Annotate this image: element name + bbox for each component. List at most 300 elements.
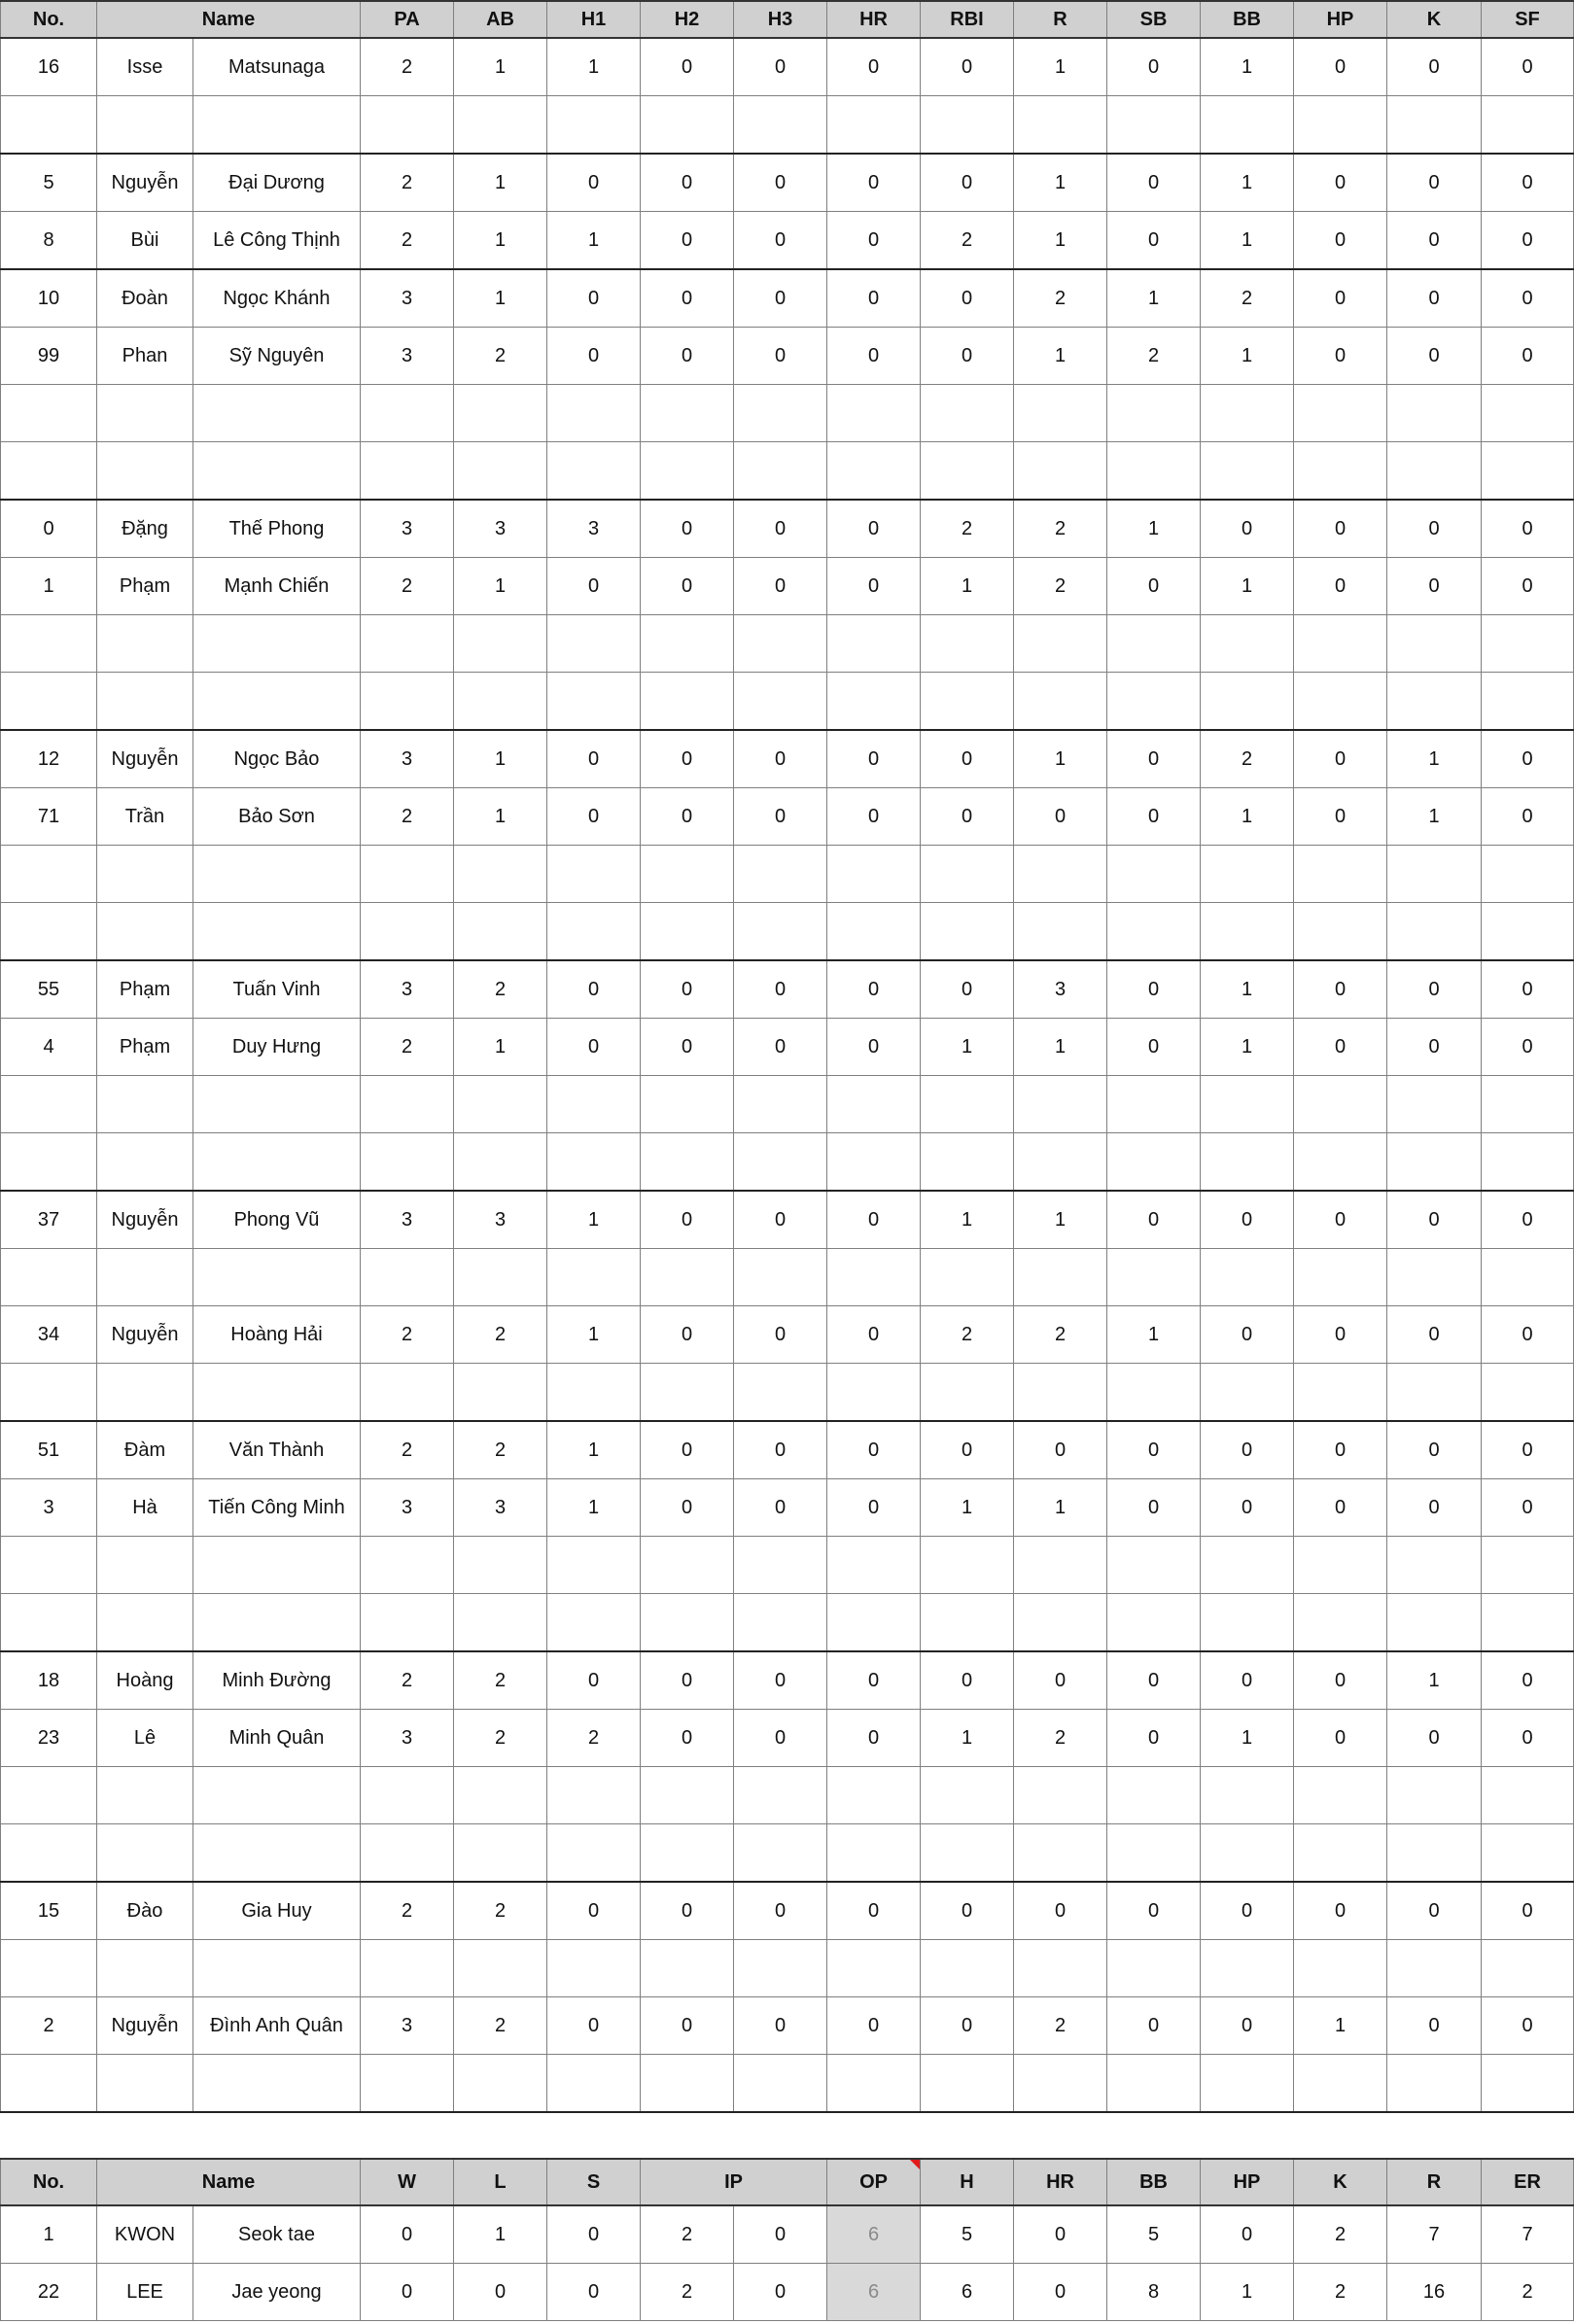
col-header-k[interactable]: K [1387, 1, 1482, 38]
cell-sf[interactable]: 0 [1482, 212, 1574, 270]
cell-h3[interactable]: 0 [734, 500, 827, 558]
cell-rbi[interactable] [921, 1824, 1014, 1883]
cell-sb[interactable] [1107, 846, 1201, 903]
cell-k[interactable]: 0 [1387, 1710, 1482, 1767]
cell-ab[interactable]: 1 [454, 269, 547, 328]
cell-first-name[interactable] [193, 2055, 361, 2113]
cell-hp[interactable] [1294, 1249, 1387, 1306]
cell-number[interactable]: 99 [1, 328, 97, 385]
cell-number[interactable] [1, 2055, 97, 2113]
cell-sb[interactable] [1107, 1594, 1201, 1652]
cell-h2[interactable] [641, 442, 734, 501]
cell-h2[interactable]: 0 [641, 558, 734, 615]
cell-rbi[interactable] [921, 673, 1014, 731]
cell-h2[interactable]: 0 [641, 1651, 734, 1710]
cell-sb[interactable] [1107, 1940, 1201, 1997]
cell-hr[interactable]: 0 [827, 558, 921, 615]
cell-ab[interactable]: 2 [454, 328, 547, 385]
cell-bb[interactable]: 1 [1201, 1019, 1294, 1076]
col-header-h1[interactable]: H1 [547, 1, 641, 38]
cell-h1[interactable] [547, 673, 641, 731]
cell-hr[interactable]: 0 [827, 154, 921, 212]
cell-sb[interactable]: 0 [1107, 1421, 1201, 1479]
cell-hp[interactable]: 0 [1294, 1651, 1387, 1710]
cell-number[interactable] [1, 1594, 97, 1652]
cell-rbi[interactable] [921, 1364, 1014, 1422]
cell-number[interactable]: 22 [1, 2264, 97, 2321]
cell-k[interactable] [1387, 96, 1482, 155]
cell-first-name[interactable]: Hoàng Hải [193, 1306, 361, 1364]
cell-r[interactable]: 1 [1014, 212, 1107, 270]
cell-r[interactable] [1014, 903, 1107, 961]
cell-k[interactable] [1387, 2055, 1482, 2113]
cell-bb[interactable] [1201, 1594, 1294, 1652]
cell-ab[interactable] [454, 615, 547, 673]
cell-first-name[interactable] [193, 1537, 361, 1594]
cell-h2[interactable] [641, 673, 734, 731]
cell-h2[interactable]: 0 [641, 1479, 734, 1537]
cell-hp[interactable] [1294, 2055, 1387, 2113]
cell-first-name[interactable]: Duy Hưng [193, 1019, 361, 1076]
cell-pa[interactable] [361, 1767, 454, 1824]
cell-pa[interactable] [361, 1537, 454, 1594]
cell-h1[interactable]: 0 [547, 1997, 641, 2055]
cell-h3[interactable] [734, 442, 827, 501]
cell-sf[interactable]: 0 [1482, 1421, 1574, 1479]
cell-ab[interactable]: 2 [454, 1882, 547, 1940]
cell-k[interactable]: 0 [1387, 269, 1482, 328]
cell-pa[interactable]: 3 [361, 269, 454, 328]
cell-hr[interactable]: 0 [1014, 2264, 1107, 2321]
cell-hp[interactable] [1294, 1824, 1387, 1883]
col-header-ip[interactable]: IP [641, 2159, 827, 2205]
cell-first-name[interactable]: Tuấn Vinh [193, 960, 361, 1019]
cell-sf[interactable] [1482, 96, 1574, 155]
cell-last-name[interactable]: Bùi [97, 212, 193, 270]
cell-pa[interactable]: 3 [361, 500, 454, 558]
cell-hr[interactable]: 0 [827, 960, 921, 1019]
cell-ab[interactable] [454, 1767, 547, 1824]
cell-pa[interactable]: 2 [361, 1651, 454, 1710]
cell-sb[interactable]: 0 [1107, 1651, 1201, 1710]
cell-hr[interactable]: 0 [827, 269, 921, 328]
cell-sf[interactable] [1482, 1594, 1574, 1652]
cell-h2[interactable] [641, 1249, 734, 1306]
cell-sf[interactable] [1482, 615, 1574, 673]
cell-r[interactable] [1014, 1940, 1107, 1997]
cell-first-name[interactable]: Bảo Sơn [193, 788, 361, 846]
col-header-hr[interactable]: HR [827, 1, 921, 38]
cell-first-name[interactable] [193, 1940, 361, 1997]
cell-k[interactable] [1387, 903, 1482, 961]
cell-k[interactable]: 0 [1387, 1019, 1482, 1076]
cell-hp[interactable] [1294, 846, 1387, 903]
cell-sb[interactable] [1107, 615, 1201, 673]
cell-hr[interactable]: 0 [827, 212, 921, 270]
cell-pa[interactable] [361, 1249, 454, 1306]
cell-h1[interactable] [547, 1940, 641, 1997]
cell-ab[interactable]: 2 [454, 1710, 547, 1767]
cell-rbi[interactable]: 0 [921, 269, 1014, 328]
cell-hr[interactable] [827, 846, 921, 903]
cell-number[interactable]: 34 [1, 1306, 97, 1364]
cell-ip-part[interactable]: 0 [734, 2264, 827, 2321]
cell-h1[interactable]: 0 [547, 730, 641, 788]
cell-pa[interactable] [361, 1076, 454, 1133]
cell-h1[interactable] [547, 96, 641, 155]
cell-bb[interactable]: 0 [1201, 1421, 1294, 1479]
cell-rbi[interactable] [921, 846, 1014, 903]
cell-rbi[interactable] [921, 1249, 1014, 1306]
cell-hr[interactable] [827, 385, 921, 442]
cell-ab[interactable] [454, 442, 547, 501]
cell-r[interactable]: 16 [1387, 2264, 1482, 2321]
cell-first-name[interactable] [193, 1364, 361, 1422]
col-header-name[interactable]: Name [97, 2159, 361, 2205]
cell-number[interactable] [1, 1076, 97, 1133]
cell-bb[interactable]: 1 [1201, 328, 1294, 385]
cell-hr[interactable] [827, 1537, 921, 1594]
cell-number[interactable]: 55 [1, 960, 97, 1019]
cell-last-name[interactable] [97, 615, 193, 673]
cell-last-name[interactable]: Phạm [97, 960, 193, 1019]
cell-ab[interactable] [454, 1594, 547, 1652]
cell-last-name[interactable]: Phạm [97, 558, 193, 615]
cell-h2[interactable] [641, 615, 734, 673]
cell-first-name[interactable] [193, 903, 361, 961]
cell-sb[interactable]: 0 [1107, 1191, 1201, 1249]
cell-hp[interactable]: 0 [1294, 38, 1387, 96]
cell-h1[interactable]: 1 [547, 212, 641, 270]
cell-ab[interactable]: 2 [454, 1651, 547, 1710]
cell-pa[interactable]: 3 [361, 960, 454, 1019]
cell-hr[interactable]: 0 [827, 1479, 921, 1537]
cell-pa[interactable] [361, 1940, 454, 1997]
cell-hr[interactable] [827, 615, 921, 673]
cell-last-name[interactable]: Hà [97, 1479, 193, 1537]
cell-hr[interactable] [827, 903, 921, 961]
cell-first-name[interactable] [193, 1133, 361, 1192]
col-header-no[interactable]: No. [1, 2159, 97, 2205]
cell-ab[interactable] [454, 2055, 547, 2113]
cell-bb[interactable]: 1 [1201, 212, 1294, 270]
cell-r[interactable] [1014, 1076, 1107, 1133]
cell-rbi[interactable] [921, 615, 1014, 673]
cell-ab[interactable] [454, 673, 547, 731]
cell-k[interactable] [1387, 846, 1482, 903]
cell-ab[interactable] [454, 1824, 547, 1883]
cell-h3[interactable] [734, 385, 827, 442]
cell-h1[interactable] [547, 1249, 641, 1306]
cell-l[interactable]: 1 [454, 2205, 547, 2264]
col-header-hr[interactable]: HR [1014, 2159, 1107, 2205]
cell-r[interactable] [1014, 1133, 1107, 1192]
cell-hr[interactable] [827, 1594, 921, 1652]
cell-h1[interactable] [547, 903, 641, 961]
cell-h3[interactable]: 0 [734, 1421, 827, 1479]
cell-k[interactable] [1387, 673, 1482, 731]
col-header-h2[interactable]: H2 [641, 1, 734, 38]
cell-r[interactable] [1014, 1249, 1107, 1306]
cell-h2[interactable] [641, 1133, 734, 1192]
cell-rbi[interactable]: 1 [921, 558, 1014, 615]
cell-hp[interactable] [1294, 903, 1387, 961]
cell-h3[interactable] [734, 2055, 827, 2113]
cell-rbi[interactable]: 1 [921, 1019, 1014, 1076]
cell-h3[interactable] [734, 1249, 827, 1306]
cell-k[interactable]: 0 [1387, 960, 1482, 1019]
cell-h1[interactable]: 0 [547, 1651, 641, 1710]
cell-pa[interactable] [361, 442, 454, 501]
cell-h1[interactable] [547, 2055, 641, 2113]
cell-bb[interactable] [1201, 673, 1294, 731]
cell-r[interactable]: 2 [1014, 1306, 1107, 1364]
cell-rbi[interactable] [921, 903, 1014, 961]
cell-first-name[interactable]: Ngọc Khánh [193, 269, 361, 328]
cell-bb[interactable]: 0 [1201, 500, 1294, 558]
cell-h3[interactable] [734, 615, 827, 673]
cell-h1[interactable]: 0 [547, 1882, 641, 1940]
cell-rbi[interactable] [921, 96, 1014, 155]
cell-r[interactable] [1014, 673, 1107, 731]
cell-hr[interactable]: 0 [827, 1306, 921, 1364]
cell-h2[interactable]: 0 [641, 500, 734, 558]
cell-pa[interactable] [361, 2055, 454, 2113]
cell-sf[interactable] [1482, 673, 1574, 731]
cell-r[interactable]: 1 [1014, 1479, 1107, 1537]
cell-ip-part[interactable]: 0 [734, 2205, 827, 2264]
cell-bb[interactable] [1201, 442, 1294, 501]
cell-bb[interactable] [1201, 385, 1294, 442]
cell-r[interactable]: 3 [1014, 960, 1107, 1019]
cell-h1[interactable]: 0 [547, 788, 641, 846]
cell-ab[interactable]: 1 [454, 788, 547, 846]
cell-sb[interactable]: 0 [1107, 1019, 1201, 1076]
cell-h2[interactable]: 0 [641, 1997, 734, 2055]
cell-first-name[interactable] [193, 615, 361, 673]
cell-ab[interactable]: 2 [454, 960, 547, 1019]
cell-k[interactable]: 1 [1387, 730, 1482, 788]
cell-bb[interactable] [1201, 1076, 1294, 1133]
cell-hr[interactable] [827, 1249, 921, 1306]
cell-h3[interactable]: 0 [734, 1651, 827, 1710]
cell-h2[interactable]: 0 [641, 1019, 734, 1076]
cell-last-name[interactable] [97, 1076, 193, 1133]
cell-op[interactable]: 6 [827, 2205, 921, 2264]
cell-last-name[interactable]: Nguyễn [97, 1306, 193, 1364]
cell-h3[interactable]: 0 [734, 1306, 827, 1364]
cell-h1[interactable] [547, 615, 641, 673]
cell-h1[interactable] [547, 1364, 641, 1422]
cell-hp[interactable] [1294, 1940, 1387, 1997]
cell-k[interactable] [1387, 615, 1482, 673]
cell-hp[interactable]: 0 [1294, 1479, 1387, 1537]
cell-first-name[interactable] [193, 96, 361, 155]
cell-first-name[interactable]: Sỹ Nguyên [193, 328, 361, 385]
cell-hp[interactable] [1294, 1133, 1387, 1192]
cell-h1[interactable]: 3 [547, 500, 641, 558]
cell-hr[interactable]: 0 [827, 1651, 921, 1710]
cell-rbi[interactable]: 0 [921, 1997, 1014, 2055]
cell-r[interactable]: 0 [1014, 1421, 1107, 1479]
cell-first-name[interactable]: Văn Thành [193, 1421, 361, 1479]
cell-sf[interactable]: 0 [1482, 960, 1574, 1019]
cell-hr[interactable]: 0 [1014, 2205, 1107, 2264]
cell-sb[interactable] [1107, 1767, 1201, 1824]
col-header-r[interactable]: R [1387, 2159, 1482, 2205]
cell-pa[interactable] [361, 615, 454, 673]
cell-hr[interactable]: 0 [827, 730, 921, 788]
cell-sf[interactable] [1482, 1249, 1574, 1306]
cell-h3[interactable]: 0 [734, 1882, 827, 1940]
cell-h3[interactable]: 0 [734, 960, 827, 1019]
cell-hp[interactable]: 0 [1294, 500, 1387, 558]
cell-number[interactable] [1, 1249, 97, 1306]
comment-indicator-icon[interactable] [910, 2160, 920, 2169]
cell-bb[interactable] [1201, 1767, 1294, 1824]
cell-sb[interactable]: 0 [1107, 212, 1201, 270]
cell-h3[interactable]: 0 [734, 1997, 827, 2055]
cell-sf[interactable] [1482, 1824, 1574, 1883]
cell-rbi[interactable]: 0 [921, 788, 1014, 846]
cell-r[interactable]: 1 [1014, 1191, 1107, 1249]
cell-hp[interactable]: 0 [1294, 960, 1387, 1019]
cell-ip-full[interactable]: 2 [641, 2205, 734, 2264]
cell-hp[interactable]: 0 [1294, 730, 1387, 788]
cell-hp[interactable]: 0 [1294, 558, 1387, 615]
cell-sf[interactable]: 0 [1482, 1882, 1574, 1940]
cell-number[interactable]: 0 [1, 500, 97, 558]
cell-sf[interactable]: 0 [1482, 1019, 1574, 1076]
cell-hr[interactable]: 0 [827, 1191, 921, 1249]
cell-pa[interactable]: 2 [361, 38, 454, 96]
cell-first-name[interactable]: Ngọc Bảo [193, 730, 361, 788]
cell-h3[interactable]: 0 [734, 1710, 827, 1767]
cell-hp[interactable]: 0 [1294, 1306, 1387, 1364]
cell-sf[interactable] [1482, 385, 1574, 442]
cell-k[interactable] [1387, 385, 1482, 442]
col-header-h[interactable]: H [921, 2159, 1014, 2205]
cell-last-name[interactable]: Isse [97, 38, 193, 96]
cell-sb[interactable] [1107, 1076, 1201, 1133]
cell-rbi[interactable] [921, 1133, 1014, 1192]
cell-hp[interactable]: 0 [1294, 154, 1387, 212]
cell-rbi[interactable]: 1 [921, 1710, 1014, 1767]
cell-rbi[interactable]: 0 [921, 1882, 1014, 1940]
cell-bb[interactable] [1201, 1824, 1294, 1883]
cell-ab[interactable]: 3 [454, 500, 547, 558]
col-header-w[interactable]: W [361, 2159, 454, 2205]
cell-last-name[interactable] [97, 442, 193, 501]
cell-h3[interactable] [734, 1940, 827, 1997]
cell-ab[interactable] [454, 1537, 547, 1594]
cell-last-name[interactable] [97, 1594, 193, 1652]
cell-hp[interactable]: 0 [1294, 212, 1387, 270]
cell-ab[interactable] [454, 1249, 547, 1306]
cell-k[interactable] [1387, 1249, 1482, 1306]
col-header-er[interactable]: ER [1482, 2159, 1574, 2205]
cell-bb[interactable]: 0 [1201, 1191, 1294, 1249]
cell-ab[interactable]: 1 [454, 38, 547, 96]
cell-h1[interactable] [547, 1824, 641, 1883]
cell-h1[interactable] [547, 385, 641, 442]
cell-bb[interactable]: 1 [1201, 788, 1294, 846]
cell-h2[interactable] [641, 1364, 734, 1422]
cell-first-name[interactable] [193, 1824, 361, 1883]
cell-r[interactable] [1014, 1537, 1107, 1594]
cell-sf[interactable]: 0 [1482, 328, 1574, 385]
cell-sf[interactable]: 0 [1482, 269, 1574, 328]
cell-hr[interactable]: 0 [827, 500, 921, 558]
cell-bb[interactable]: 5 [1107, 2205, 1201, 2264]
cell-h3[interactable] [734, 1594, 827, 1652]
cell-number[interactable] [1, 1767, 97, 1824]
cell-k[interactable]: 0 [1387, 558, 1482, 615]
cell-last-name[interactable] [97, 846, 193, 903]
cell-k[interactable]: 0 [1387, 1421, 1482, 1479]
cell-k[interactable]: 1 [1387, 1651, 1482, 1710]
cell-sb[interactable]: 1 [1107, 500, 1201, 558]
cell-sb[interactable] [1107, 673, 1201, 731]
cell-h3[interactable] [734, 96, 827, 155]
cell-sf[interactable] [1482, 1940, 1574, 1997]
cell-number[interactable]: 2 [1, 1997, 97, 2055]
cell-rbi[interactable] [921, 442, 1014, 501]
cell-hp[interactable] [1294, 442, 1387, 501]
cell-pa[interactable]: 2 [361, 1019, 454, 1076]
cell-hr[interactable] [827, 442, 921, 501]
cell-k[interactable]: 0 [1387, 1479, 1482, 1537]
cell-first-name[interactable]: Seok tae [193, 2205, 361, 2264]
cell-hr[interactable] [827, 2055, 921, 2113]
cell-h1[interactable] [547, 1767, 641, 1824]
cell-ab[interactable] [454, 1940, 547, 1997]
cell-r[interactable]: 1 [1014, 154, 1107, 212]
cell-h2[interactable]: 0 [641, 1710, 734, 1767]
cell-pa[interactable]: 2 [361, 1882, 454, 1940]
cell-last-name[interactable]: Nguyễn [97, 1997, 193, 2055]
cell-h3[interactable] [734, 846, 827, 903]
cell-r[interactable]: 1 [1014, 328, 1107, 385]
cell-last-name[interactable]: Đào [97, 1882, 193, 1940]
cell-ab[interactable]: 1 [454, 154, 547, 212]
cell-last-name[interactable]: Hoàng [97, 1651, 193, 1710]
cell-r[interactable]: 2 [1014, 500, 1107, 558]
col-header-name[interactable]: Name [97, 1, 361, 38]
cell-k[interactable]: 0 [1387, 154, 1482, 212]
cell-number[interactable]: 3 [1, 1479, 97, 1537]
cell-h2[interactable]: 0 [641, 960, 734, 1019]
cell-rbi[interactable] [921, 1076, 1014, 1133]
cell-first-name[interactable]: Mạnh Chiến [193, 558, 361, 615]
cell-h3[interactable]: 0 [734, 788, 827, 846]
cell-k[interactable]: 0 [1387, 1191, 1482, 1249]
cell-last-name[interactable] [97, 2055, 193, 2113]
cell-r[interactable] [1014, 96, 1107, 155]
cell-sb[interactable]: 1 [1107, 1306, 1201, 1364]
cell-hr[interactable] [827, 1364, 921, 1422]
cell-last-name[interactable]: Lê [97, 1710, 193, 1767]
col-header-bb[interactable]: BB [1107, 2159, 1201, 2205]
col-header-rbi[interactable]: RBI [921, 1, 1014, 38]
cell-h3[interactable]: 0 [734, 1191, 827, 1249]
cell-first-name[interactable]: Đình Anh Quân [193, 1997, 361, 2055]
cell-k[interactable] [1387, 1594, 1482, 1652]
cell-ab[interactable]: 1 [454, 212, 547, 270]
cell-first-name[interactable] [193, 1767, 361, 1824]
cell-number[interactable] [1, 1133, 97, 1192]
cell-number[interactable] [1, 903, 97, 961]
